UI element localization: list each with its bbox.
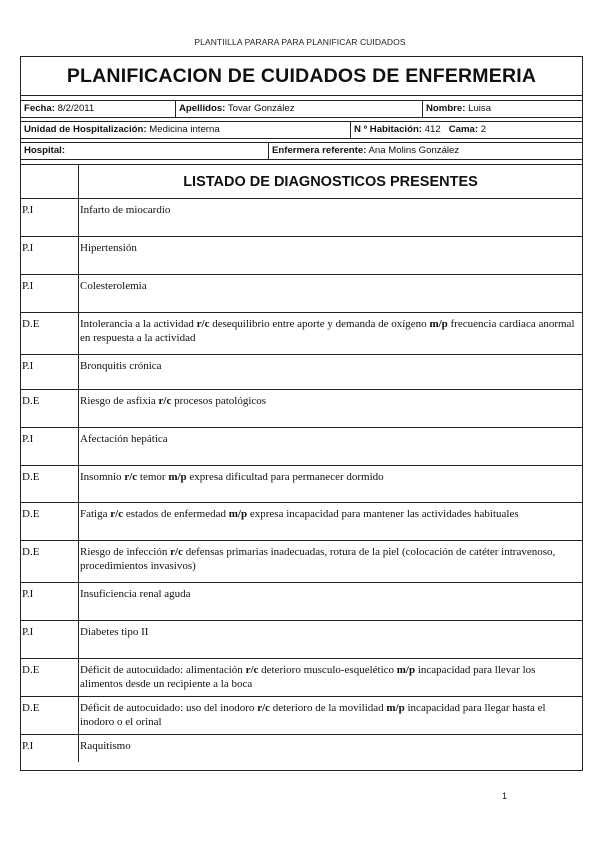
diagnosis-code: P.I <box>21 428 79 465</box>
diagnosis-list-title: LISTADO DE DIAGNOSTICOS PRESENTES <box>183 173 478 190</box>
diagnosis-connector: m/p <box>386 702 405 714</box>
care-plan-form <box>20 56 583 771</box>
document-header: PLANTIILLA PARARA PARA PLANIFICAR CUIDADOS <box>194 37 406 47</box>
diagnosis-code: P.I <box>21 355 79 389</box>
diagnosis-code: P.I <box>21 237 79 274</box>
diagnosis-text <box>79 355 582 389</box>
form-title: PLANIFICACION DE CUIDADOS DE ENFERMERIA <box>21 57 582 96</box>
diagnosis-row <box>21 735 582 762</box>
habitacion-cell <box>351 122 582 138</box>
apellidos-label: Apellidos: <box>179 103 226 114</box>
diagnosis-text-part: Infarto de miocardio <box>80 204 171 216</box>
diagnosis-text-part: Intolerancia a la actividad <box>80 318 197 330</box>
diagnosis-connector: r/c <box>110 508 124 520</box>
diagnosis-text <box>79 275 582 312</box>
diagnosis-text-part: Raquitismo <box>80 740 131 752</box>
diagnosis-text-part: expresa dificultad para permanecer dormido <box>186 471 384 483</box>
diagnosis-text-part: Insomnio <box>80 471 125 483</box>
unidad-label: Unidad de Hospitalización: <box>24 124 147 135</box>
diagnosis-connector: r/c <box>196 318 210 330</box>
diagnosis-row <box>21 503 582 541</box>
diagnosis-text <box>79 313 582 354</box>
unidad-cell <box>21 122 351 138</box>
cama-value: 2 <box>480 124 487 135</box>
code-column-header <box>21 165 79 198</box>
diagnosis-text <box>79 428 582 465</box>
patient-info-row-1 <box>21 100 582 118</box>
fecha-cell <box>21 101 176 117</box>
diagnosis-code: D.E <box>21 313 79 354</box>
diagnosis-row <box>21 237 582 275</box>
diagnosis-text-part: Riesgo de infección <box>80 546 171 558</box>
cama-label: Cama: <box>448 124 479 135</box>
diagnosis-text <box>79 621 582 658</box>
diagnosis-code: D.E <box>21 659 79 696</box>
diagnosis-row <box>21 275 582 313</box>
diagnosis-connector: m/p <box>228 508 248 520</box>
diagnosis-text-part: Riesgo de asfixia <box>80 395 159 407</box>
diagnosis-text-part: defensas primarias inadecuadas, rotura de la piel (colocación de catéter intravenoso, procedimientos invasivos) <box>80 546 556 572</box>
diagnosis-code: D.E <box>21 466 79 502</box>
diagnosis-text-part: Déficit de autocuidado: uso del inodoro <box>80 702 258 714</box>
diagnosis-row <box>21 583 582 621</box>
diagnosis-text-part: Hipertensión <box>80 242 137 254</box>
diagnosis-text-part: expresa incapacidad para mantener las actividades habituales <box>247 508 519 520</box>
diagnosis-connector: m/p <box>396 664 416 676</box>
diagnosis-text-part: deterioro musculo-esquelético <box>258 664 397 676</box>
diagnosis-text <box>79 390 582 427</box>
diagnosis-list-header <box>21 164 582 199</box>
apellidos-cell <box>176 101 423 117</box>
diagnosis-text-part: frecuencia cardiaca anormal en respuesta a la actividad <box>80 318 575 344</box>
diagnosis-code: P.I <box>21 735 79 762</box>
diagnosis-row <box>21 199 582 237</box>
patient-info-row-3 <box>21 142 582 160</box>
diagnosis-text <box>79 735 582 762</box>
diagnosis-connector: r/c <box>257 702 271 714</box>
hospital-cell <box>21 143 269 159</box>
nombre-label: Nombre: <box>426 103 466 114</box>
enfermera-label: Enfermera referente: <box>272 145 367 156</box>
diagnosis-code: D.E <box>21 390 79 427</box>
diagnosis-row <box>21 390 582 428</box>
diagnosis-connector: r/c <box>170 546 183 558</box>
diagnosis-row <box>21 313 582 355</box>
diagnosis-text-part: estados de enfermedad <box>123 508 229 520</box>
diagnosis-row <box>21 621 582 659</box>
diagnosis-text-part: Déficit de autocuidado: alimentación <box>80 664 246 676</box>
diagnosis-code: D.E <box>21 503 79 540</box>
diagnosis-code: P.I <box>21 199 79 236</box>
diagnosis-text <box>79 659 582 696</box>
nombre-value: Luisa <box>468 103 492 114</box>
patient-info-row-2 <box>21 121 582 139</box>
diagnosis-text <box>79 541 582 582</box>
diagnosis-code: D.E <box>21 541 79 582</box>
diagnosis-connector: r/c <box>158 395 172 407</box>
fecha-label: Fecha: <box>24 103 55 114</box>
diagnosis-connector: r/c <box>245 664 259 676</box>
diagnosis-text-part: Afectación hepática <box>80 433 168 445</box>
diagnosis-code: P.I <box>21 275 79 312</box>
diagnosis-connector: r/c <box>124 471 138 483</box>
diagnosis-text-part: Insuficiencia renal aguda <box>80 588 191 600</box>
diagnosis-text <box>79 503 582 540</box>
diagnosis-text <box>79 583 582 620</box>
diagnosis-connector: m/p <box>168 471 187 483</box>
habitacion-value: 412 <box>424 124 441 135</box>
apellidos-value: Tovar González <box>227 103 295 114</box>
habitacion-label: N º Habitación: <box>354 124 422 135</box>
diagnosis-text-part: deterioro de la movilidad <box>270 702 387 714</box>
page-number: 1 <box>502 791 508 801</box>
diagnosis-text <box>79 199 582 236</box>
diagnosis-row <box>21 697 582 735</box>
diagnosis-text <box>79 697 582 734</box>
diagnosis-text-part: incapacidad para llegar hasta el inodoro o el orinal <box>80 702 546 728</box>
unidad-value: Medicina interna <box>149 124 220 135</box>
diagnosis-text-part: Colesterolemia <box>80 280 147 292</box>
diagnosis-code: P.I <box>21 583 79 620</box>
diagnosis-row <box>21 428 582 466</box>
nombre-cell <box>423 101 582 117</box>
diagnosis-text-part: procesos patológicos <box>171 395 267 407</box>
diagnosis-code: D.E <box>21 697 79 734</box>
diagnosis-connector: m/p <box>429 318 448 330</box>
diagnosis-text-part: desequilibrio entre aporte y demanda de oxígeno <box>209 318 430 330</box>
diagnosis-text-part: temor <box>137 471 169 483</box>
diagnosis-row <box>21 659 582 697</box>
fecha-value: 8/2/2011 <box>57 103 95 114</box>
diagnosis-row <box>21 541 582 583</box>
diagnosis-code: P.I <box>21 621 79 658</box>
diagnosis-text-part: incapacidad para llevar los alimentos desde un recipiente a la boca <box>80 664 536 690</box>
diagnosis-text-part: Bronquitis crónica <box>80 360 162 372</box>
hospital-label: Hospital: <box>24 145 66 156</box>
diagnosis-text-part: Diabetes tipo II <box>80 626 149 638</box>
diagnosis-row <box>21 466 582 503</box>
diagnosis-text <box>79 466 582 502</box>
enfermera-cell <box>269 143 582 159</box>
diagnosis-text <box>79 237 582 274</box>
enfermera-value: Ana Molins González <box>368 145 460 156</box>
diagnosis-text-part: Fatiga <box>80 508 111 520</box>
diagnosis-row <box>21 355 582 390</box>
diagnosis-list <box>21 199 582 762</box>
